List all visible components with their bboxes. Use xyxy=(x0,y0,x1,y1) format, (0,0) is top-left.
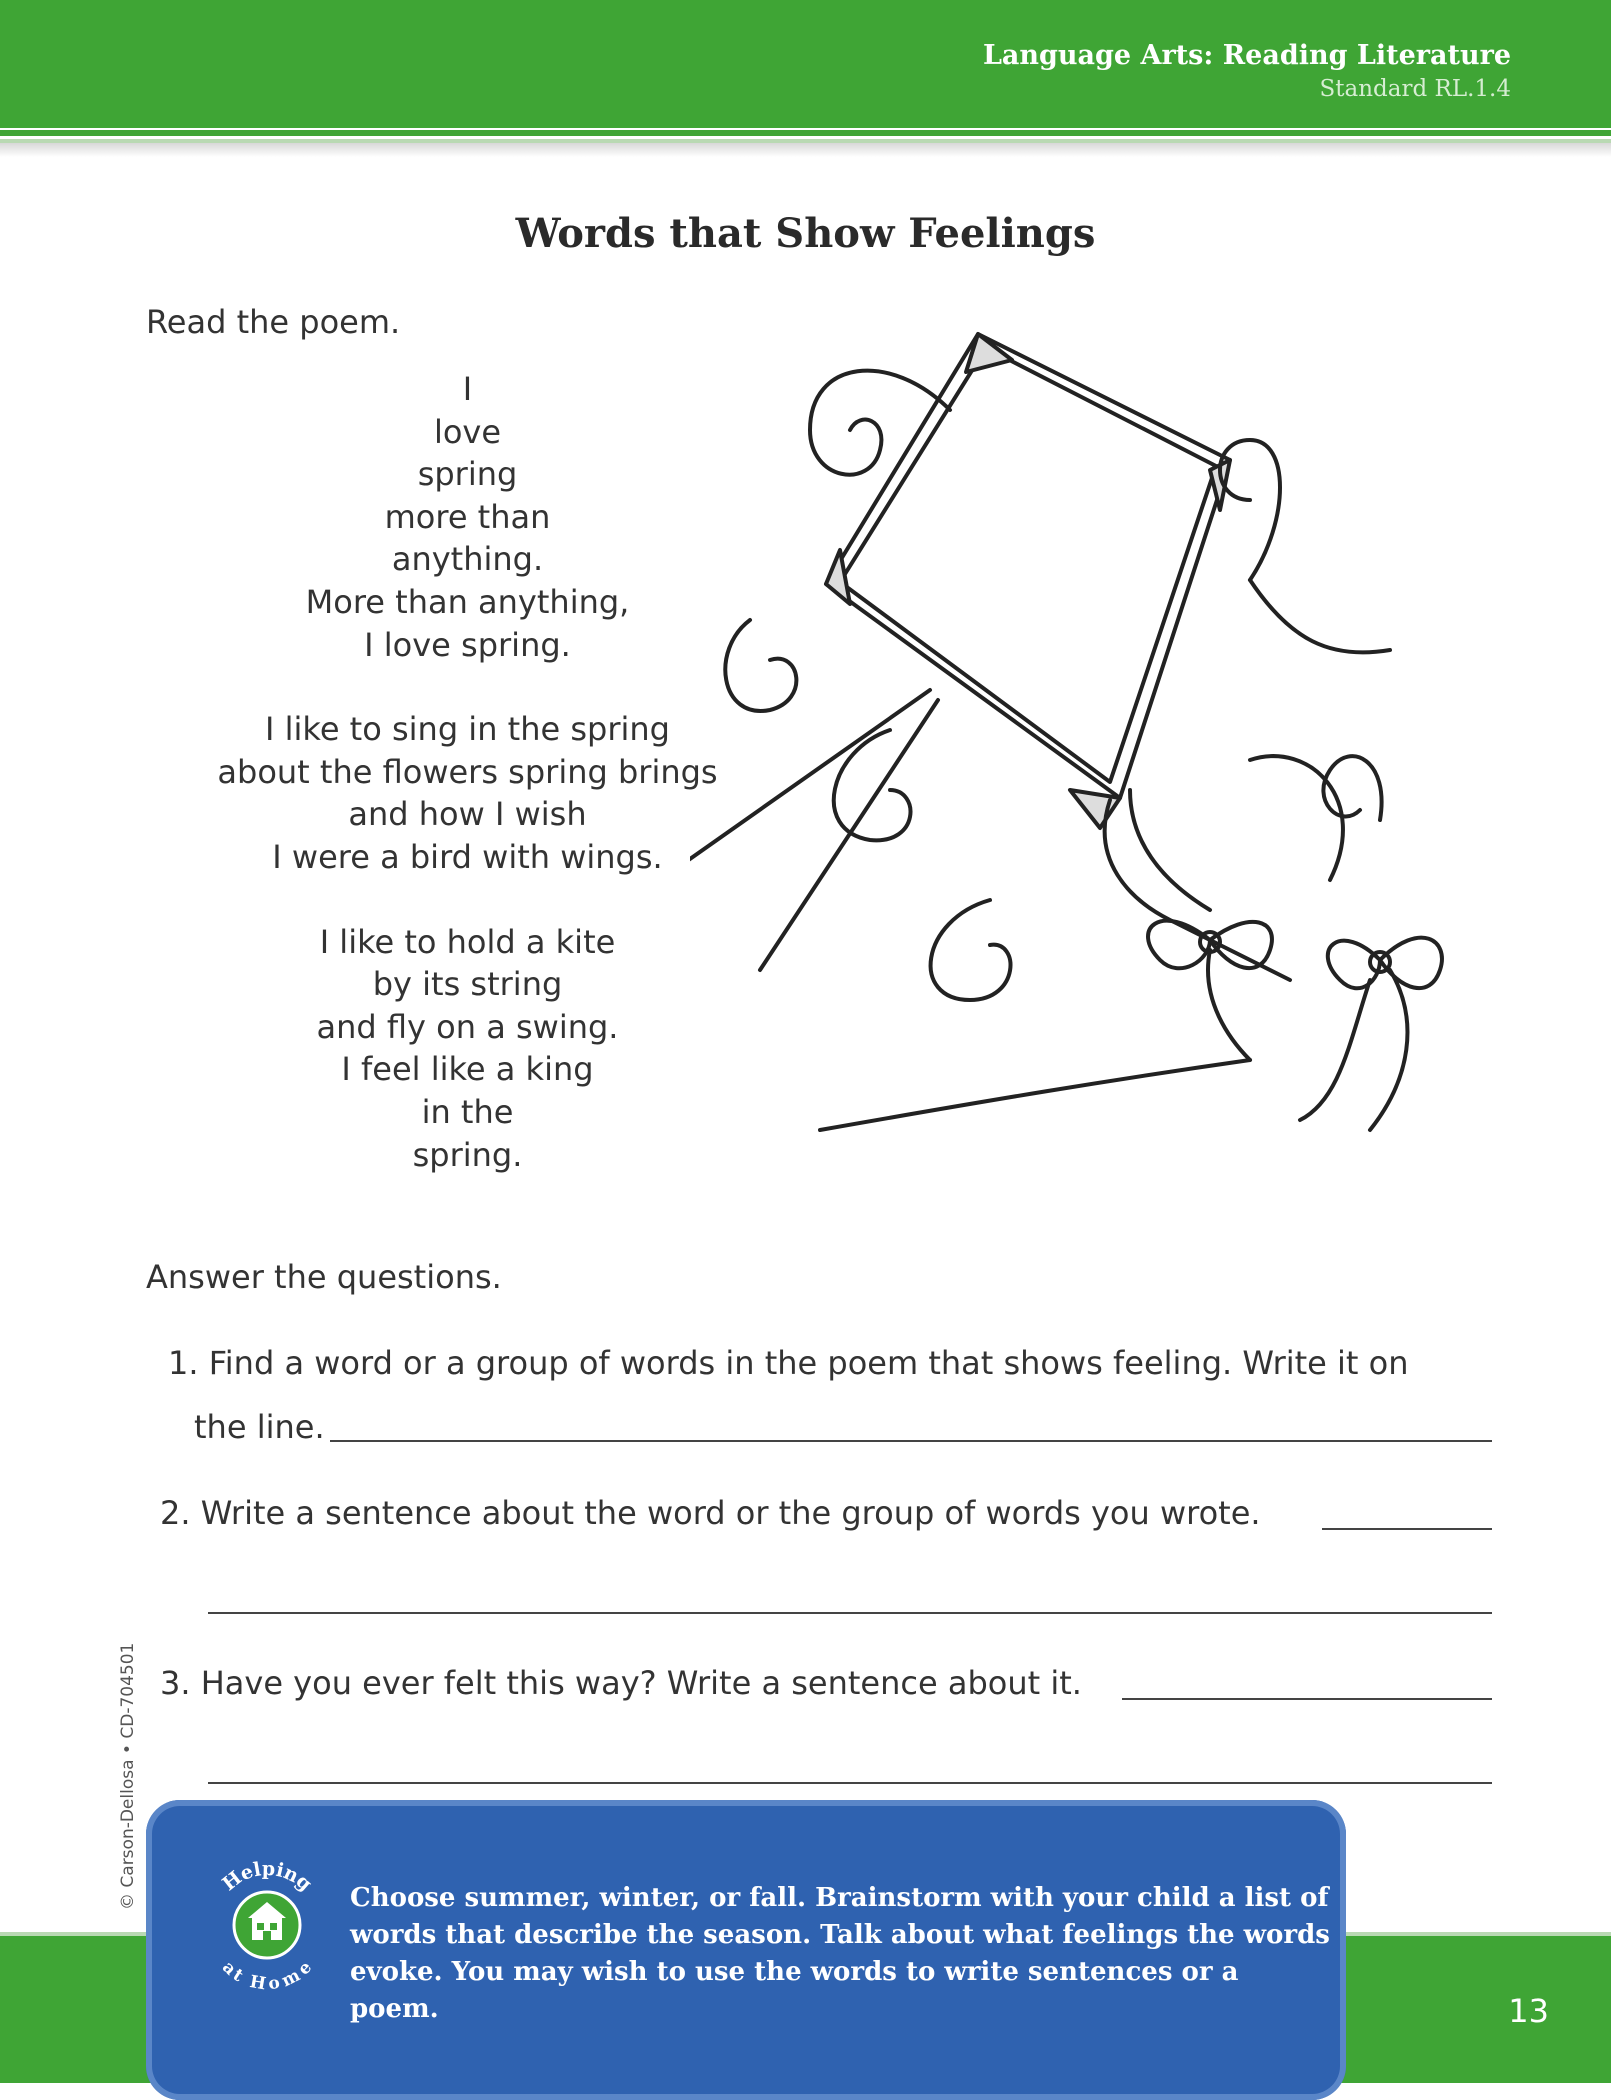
question-2-text: 2. Write a sentence about the word or the group of words you wrote. xyxy=(160,1494,1261,1532)
kite-tail xyxy=(1130,790,1210,910)
subject-heading: Language Arts: Reading Literature xyxy=(982,40,1511,71)
answer-line-3a[interactable] xyxy=(1122,1698,1492,1700)
wind-line xyxy=(820,1060,1250,1130)
poem-line: spring. xyxy=(412,1135,523,1174)
poem-line: and fly on a swing. xyxy=(316,1007,619,1046)
poem-line: and how I wish xyxy=(348,795,587,834)
standard-label: Standard RL.1.4 xyxy=(1319,76,1511,102)
wind-swirl xyxy=(834,730,911,840)
page-number: 13 xyxy=(1508,1992,1549,2030)
poem-line: I like to sing in the spring xyxy=(265,710,670,749)
helping-at-home-badge xyxy=(202,1860,332,1990)
kite-bow xyxy=(1328,938,1442,989)
poem-line: more than xyxy=(384,497,551,536)
answer-line-2a[interactable] xyxy=(1322,1528,1492,1530)
poem-line: I feel like a king xyxy=(341,1050,594,1089)
wind-swirl xyxy=(810,371,950,475)
poem-line: about the flowers spring brings xyxy=(217,752,718,791)
poem-stanza-2 xyxy=(200,708,735,878)
poem-line: I were a bird with wings. xyxy=(272,837,663,876)
poem-line: I love spring. xyxy=(364,625,571,664)
wind-swirl xyxy=(725,620,796,711)
poem-stanza-1 xyxy=(200,368,735,666)
poem-line: I xyxy=(462,370,473,408)
poem-line: More than anything, xyxy=(305,582,630,621)
wind-line xyxy=(1250,580,1390,652)
answer-line-2b[interactable] xyxy=(208,1612,1492,1614)
badge-label-bottom-path: at Home xyxy=(218,1957,316,1990)
header-stripe xyxy=(0,130,1611,136)
kite-body-outer xyxy=(826,334,1230,798)
poem xyxy=(200,368,735,1218)
kite-bow-ribbon xyxy=(1300,980,1370,1120)
poem-line: spring xyxy=(417,455,518,494)
poem-line: love xyxy=(433,412,502,451)
kite-string-2 xyxy=(760,700,938,970)
kite-illustration xyxy=(690,320,1520,1150)
kite-tail xyxy=(1105,800,1290,980)
poem-line: anything. xyxy=(391,540,544,579)
kite-string xyxy=(690,690,930,880)
kite-corner-bottom xyxy=(1070,790,1120,828)
read-instruction: Read the poem. xyxy=(146,303,401,341)
helping-at-home-text: Choose summer, winter, or fall. Brainstorm with your child a list of words that describe the season. Talk about what feelings the words evoke. You may wish to use the words to write sentences or a poem. xyxy=(350,1883,1330,2024)
poem-line: in the xyxy=(421,1092,514,1131)
question-3-text: 3. Have you ever felt this way? Write a sentence about it. xyxy=(160,1664,1082,1702)
kite-corner-left xyxy=(826,550,850,604)
poem-stanza-3 xyxy=(200,921,735,1177)
copyright-credit: © Carson-Dellosa • CD-704501 xyxy=(118,1642,138,1910)
kite-body-inner xyxy=(840,348,1216,782)
answer-line-3b[interactable] xyxy=(208,1782,1492,1784)
wind-swirl xyxy=(931,900,1011,1000)
answer-line-1[interactable] xyxy=(330,1440,1492,1442)
question-1-text: 1. Find a word or a group of words in the poem that shows feeling. Write it on xyxy=(168,1344,1409,1382)
badge-label-top xyxy=(218,1860,316,1895)
poem-line: by its string xyxy=(372,965,563,1004)
header-shadow xyxy=(0,143,1611,157)
kite-bow-ribbon xyxy=(1370,970,1407,1130)
answer-instruction: Answer the questions. xyxy=(146,1258,502,1296)
poem-line: I like to hold a kite xyxy=(319,922,616,961)
question-1-text-cont: the line. xyxy=(194,1408,325,1446)
badge-label-bottom xyxy=(218,1957,316,1990)
page-title: Words that Show Feelings xyxy=(515,210,1096,257)
badge-label-top-path: Helping xyxy=(218,1860,317,1896)
